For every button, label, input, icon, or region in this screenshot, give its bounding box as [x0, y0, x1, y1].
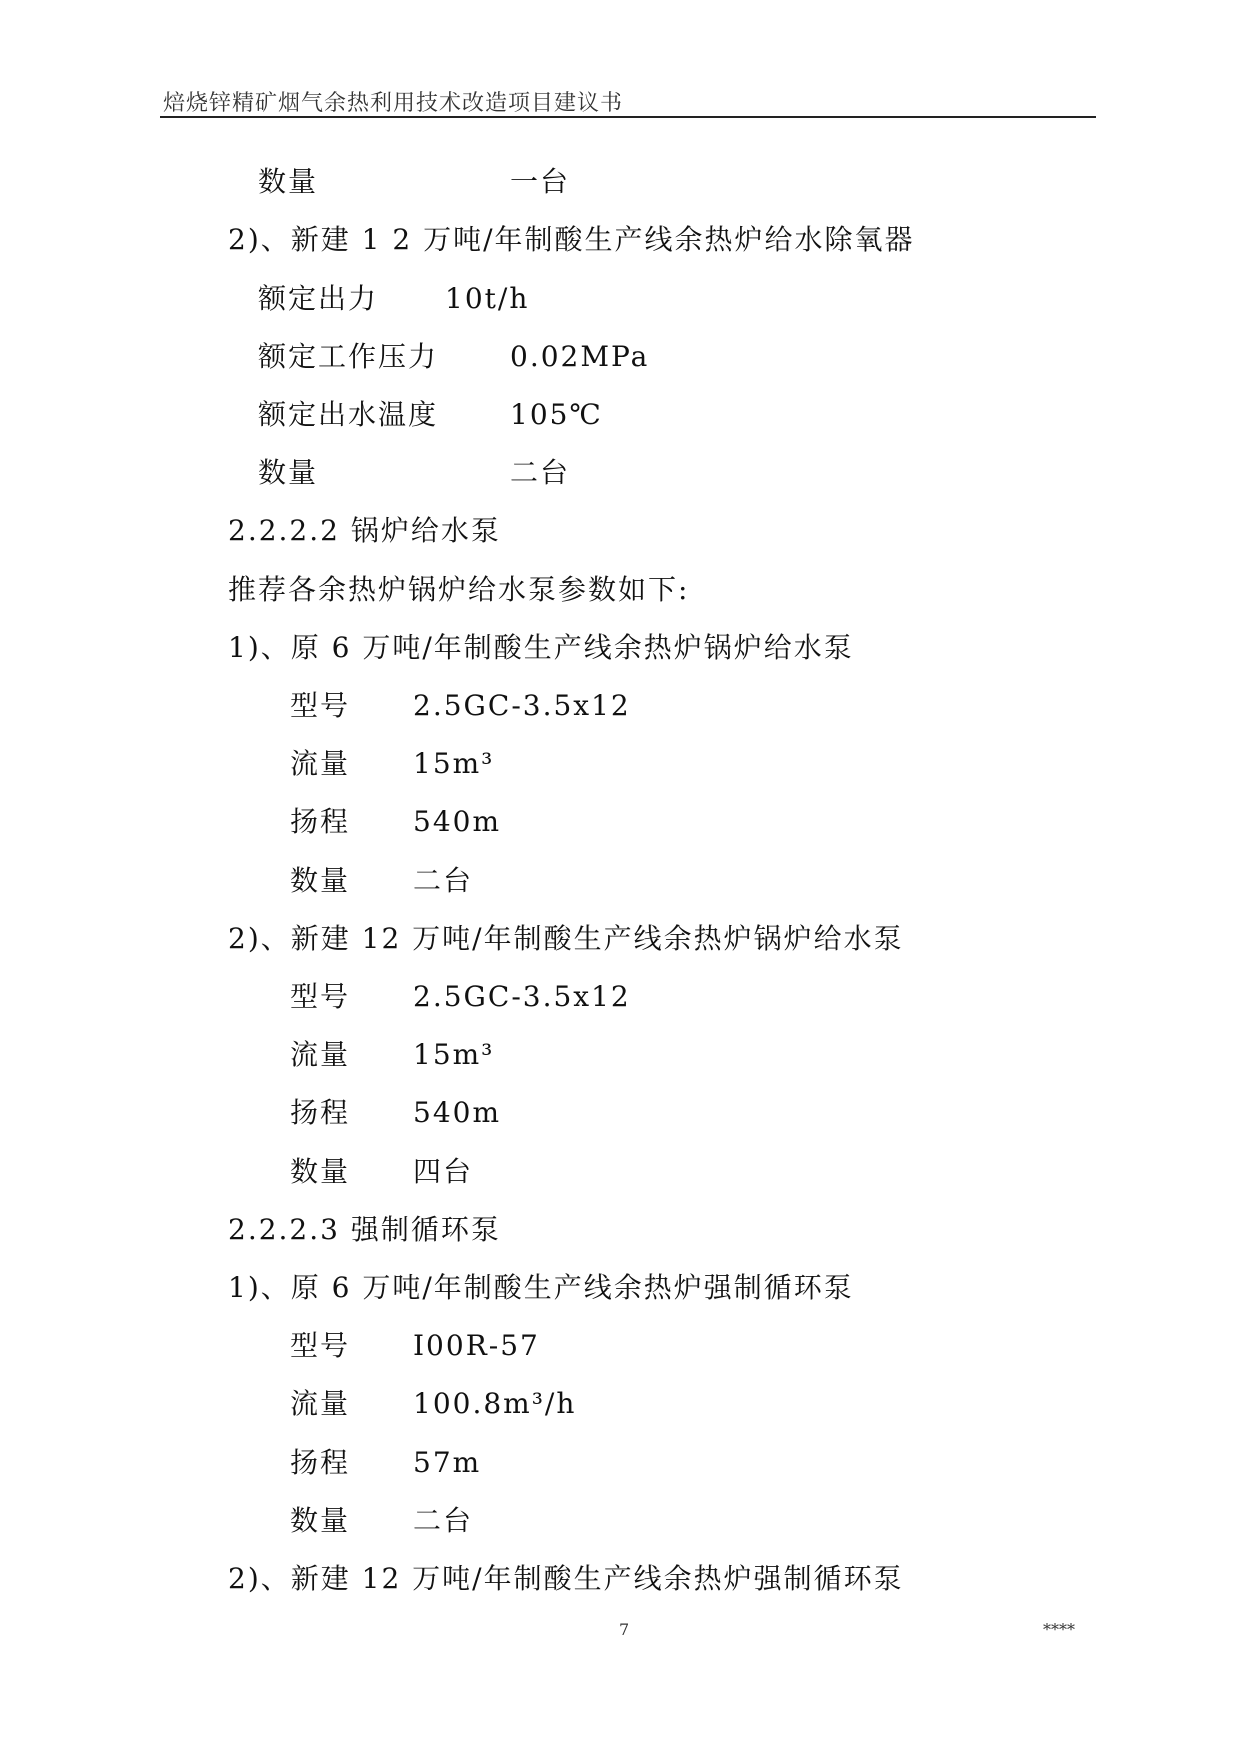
- spec-label: 扬程: [290, 1446, 351, 1479]
- spec-value: 540m: [413, 805, 501, 838]
- spec-label: 数量: [258, 456, 319, 489]
- section-heading: 2.2.2.3 强制循环泵: [228, 1213, 501, 1246]
- spec-label: 额定出力: [258, 282, 379, 315]
- paragraph: 推荐各余热炉锅炉给水泵参数如下:: [228, 573, 690, 606]
- subsection-heading: 1)、原 6 万吨/年制酸生产线余热炉锅炉给水泵: [228, 631, 854, 664]
- spec-value: I00R-57: [413, 1329, 540, 1362]
- spec-label: 扬程: [290, 1096, 351, 1129]
- spec-label: 数量: [290, 1155, 351, 1188]
- subsection-heading: 2)、新建 1 2 万吨/年制酸生产线余热炉给水除氧器: [228, 223, 915, 256]
- subsection-heading: 2)、新建 12 万吨/年制酸生产线余热炉锅炉给水泵: [228, 922, 904, 955]
- spec-value: 二台: [510, 456, 571, 489]
- spec-label: 型号: [290, 689, 351, 722]
- spec-label: 额定工作压力: [258, 340, 439, 373]
- subsection-heading: 2)、新建 12 万吨/年制酸生产线余热炉强制循环泵: [228, 1562, 904, 1595]
- spec-label: 数量: [290, 864, 351, 897]
- spec-label: 型号: [290, 1329, 351, 1362]
- spec-label: 流量: [290, 1387, 351, 1420]
- spec-value: 15m³: [413, 1038, 495, 1071]
- spec-label: 型号: [290, 980, 351, 1013]
- header-rule: [160, 116, 1096, 118]
- spec-label: 扬程: [290, 805, 351, 838]
- section-heading: 2.2.2.2 锅炉给水泵: [228, 514, 501, 547]
- spec-value: 0.02MPa: [510, 340, 650, 373]
- spec-value: 15m³: [413, 747, 495, 780]
- document-header-title: 焙烧锌精矿烟气余热利用技术改造项目建议书: [163, 91, 624, 116]
- spec-value: 2.5GC-3.5x12: [413, 689, 631, 722]
- page-number: 7: [619, 1620, 630, 1639]
- spec-label: 额定出水温度: [258, 398, 439, 431]
- spec-value: 10t/h: [445, 282, 530, 315]
- spec-value: 二台: [413, 1504, 474, 1537]
- spec-label: 数量: [290, 1504, 351, 1537]
- spec-value: 105℃: [510, 398, 603, 431]
- spec-label: 流量: [290, 1038, 351, 1071]
- spec-value: 四台: [413, 1155, 474, 1188]
- spec-value: 2.5GC-3.5x12: [413, 980, 631, 1013]
- spec-value: 100.8m³/h: [413, 1387, 577, 1420]
- spec-label: 流量: [290, 747, 351, 780]
- spec-value: 一台: [510, 165, 571, 198]
- subsection-heading: 1)、原 6 万吨/年制酸生产线余热炉强制循环泵: [228, 1271, 854, 1304]
- spec-value: 57m: [413, 1446, 482, 1479]
- footer-mark: ****: [1043, 1620, 1075, 1639]
- spec-value: 540m: [413, 1096, 501, 1129]
- spec-value: 二台: [413, 864, 474, 897]
- spec-label: 数量: [258, 165, 319, 198]
